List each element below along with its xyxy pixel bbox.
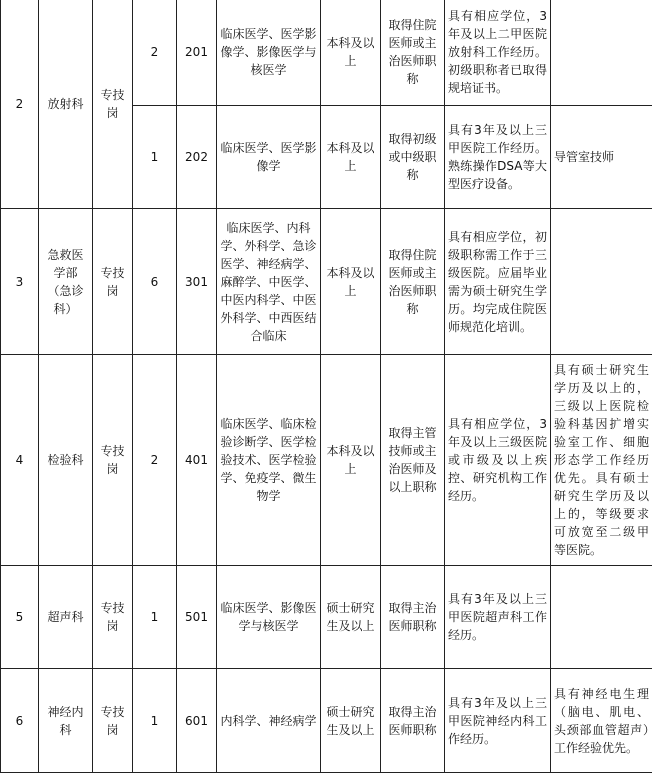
major-cell: 临床医学、影像医学与核医学 [217, 566, 321, 669]
education-cell: 本科及以上 [321, 209, 381, 355]
post-type-cell: 专技岗 [93, 0, 133, 209]
post-type-cell: 专技岗 [93, 669, 133, 773]
note-cell [551, 209, 652, 355]
requirement-cell: 具有3年及以上三甲医院超声科工作经历。 [445, 566, 551, 669]
department-cell: 放射科 [39, 0, 93, 209]
requirement-cell: 具有相应学位，初级职称需工作于三级医院。应届毕业需为硕士研究生学历。均完成住院医师规范化培训。 [445, 209, 551, 355]
note-cell [551, 0, 652, 106]
department-cell: 急救医学部（急诊科） [39, 209, 93, 355]
title-requirement-cell: 取得住院医师或主治医师职称 [381, 209, 445, 355]
row-number: 2 [1, 0, 39, 209]
table-row [1, 0, 652, 106]
table-row [1, 209, 652, 355]
education-cell: 硕士研究生及以上 [321, 669, 381, 773]
post-type-cell: 专技岗 [93, 355, 133, 566]
position-code-cell: 202 [177, 106, 217, 209]
row-number: 6 [1, 669, 39, 773]
requirement-cell: 具有3年及以上三甲医院工作经历。熟练操作DSA等大型医疗设备。 [445, 106, 551, 209]
table-row [1, 669, 652, 773]
requirement-cell: 具有3年及以上三甲医院神经内科工作经历。 [445, 669, 551, 773]
note-cell: 具有硕士研究生学历及以上的，三级以上医院检验科基因扩增实验室工作、细胞形态学工作经历优先。具有硕士研究生学历及以上的，等级要求可放宽至二级甲等医院。 [551, 355, 652, 566]
headcount-cell: 1 [133, 669, 177, 773]
position-code-cell: 401 [177, 355, 217, 566]
education-cell: 本科及以上 [321, 355, 381, 566]
post-type-cell: 专技岗 [93, 566, 133, 669]
major-cell: 临床医学、医学影像学、影像医学与核医学 [217, 0, 321, 106]
major-cell: 临床医学、临床检验诊断学、医学检验技术、医学检验学、免疫学、微生物学 [217, 355, 321, 566]
note-cell: 具有神经电生理（脑电、肌电、头颈部血管超声）工作经验优先。 [551, 669, 652, 773]
education-cell: 本科及以上 [321, 106, 381, 209]
row-number: 3 [1, 209, 39, 355]
row-number: 5 [1, 566, 39, 669]
note-cell: 导管室技师 [551, 106, 652, 209]
department-cell: 超声科 [39, 566, 93, 669]
title-requirement-cell: 取得主管技师或主治医师及以上职称 [381, 355, 445, 566]
title-requirement-cell: 取得住院医师或主治医师职称 [381, 0, 445, 106]
headcount-cell: 1 [133, 566, 177, 669]
title-requirement-cell: 取得主治医师职称 [381, 566, 445, 669]
row-number: 4 [1, 355, 39, 566]
major-cell: 临床医学、医学影像学 [217, 106, 321, 209]
major-cell: 临床医学、内科学、外科学、急诊医学、神经病学、麻醉学、中医学、中医内科学、中医外科学、中西医结合临床 [217, 209, 321, 355]
headcount-cell: 6 [133, 209, 177, 355]
title-requirement-cell: 取得初级或中级职称 [381, 106, 445, 209]
title-requirement-cell: 取得主治医师职称 [381, 669, 445, 773]
major-cell: 内科学、神经病学 [217, 669, 321, 773]
table-row [1, 566, 652, 669]
position-code-cell: 201 [177, 0, 217, 106]
table-row [1, 355, 652, 566]
headcount-cell: 1 [133, 106, 177, 209]
department-cell: 神经内科 [39, 669, 93, 773]
requirement-cell: 具有相应学位，3年及以上二甲医院放射科工作经历。初级职称者已取得规培证书。 [445, 0, 551, 106]
education-cell: 硕士研究生及以上 [321, 566, 381, 669]
headcount-cell: 2 [133, 355, 177, 566]
post-type-cell: 专技岗 [93, 209, 133, 355]
requirement-cell: 具有相应学位，3年及以上三级医院或市级及以上疾控、研究机构工作经历。 [445, 355, 551, 566]
position-code-cell: 301 [177, 209, 217, 355]
note-cell [551, 566, 652, 669]
position-code-cell: 601 [177, 669, 217, 773]
headcount-cell: 2 [133, 0, 177, 106]
education-cell: 本科及以上 [321, 0, 381, 106]
department-cell: 检验科 [39, 355, 93, 566]
position-code-cell: 501 [177, 566, 217, 669]
